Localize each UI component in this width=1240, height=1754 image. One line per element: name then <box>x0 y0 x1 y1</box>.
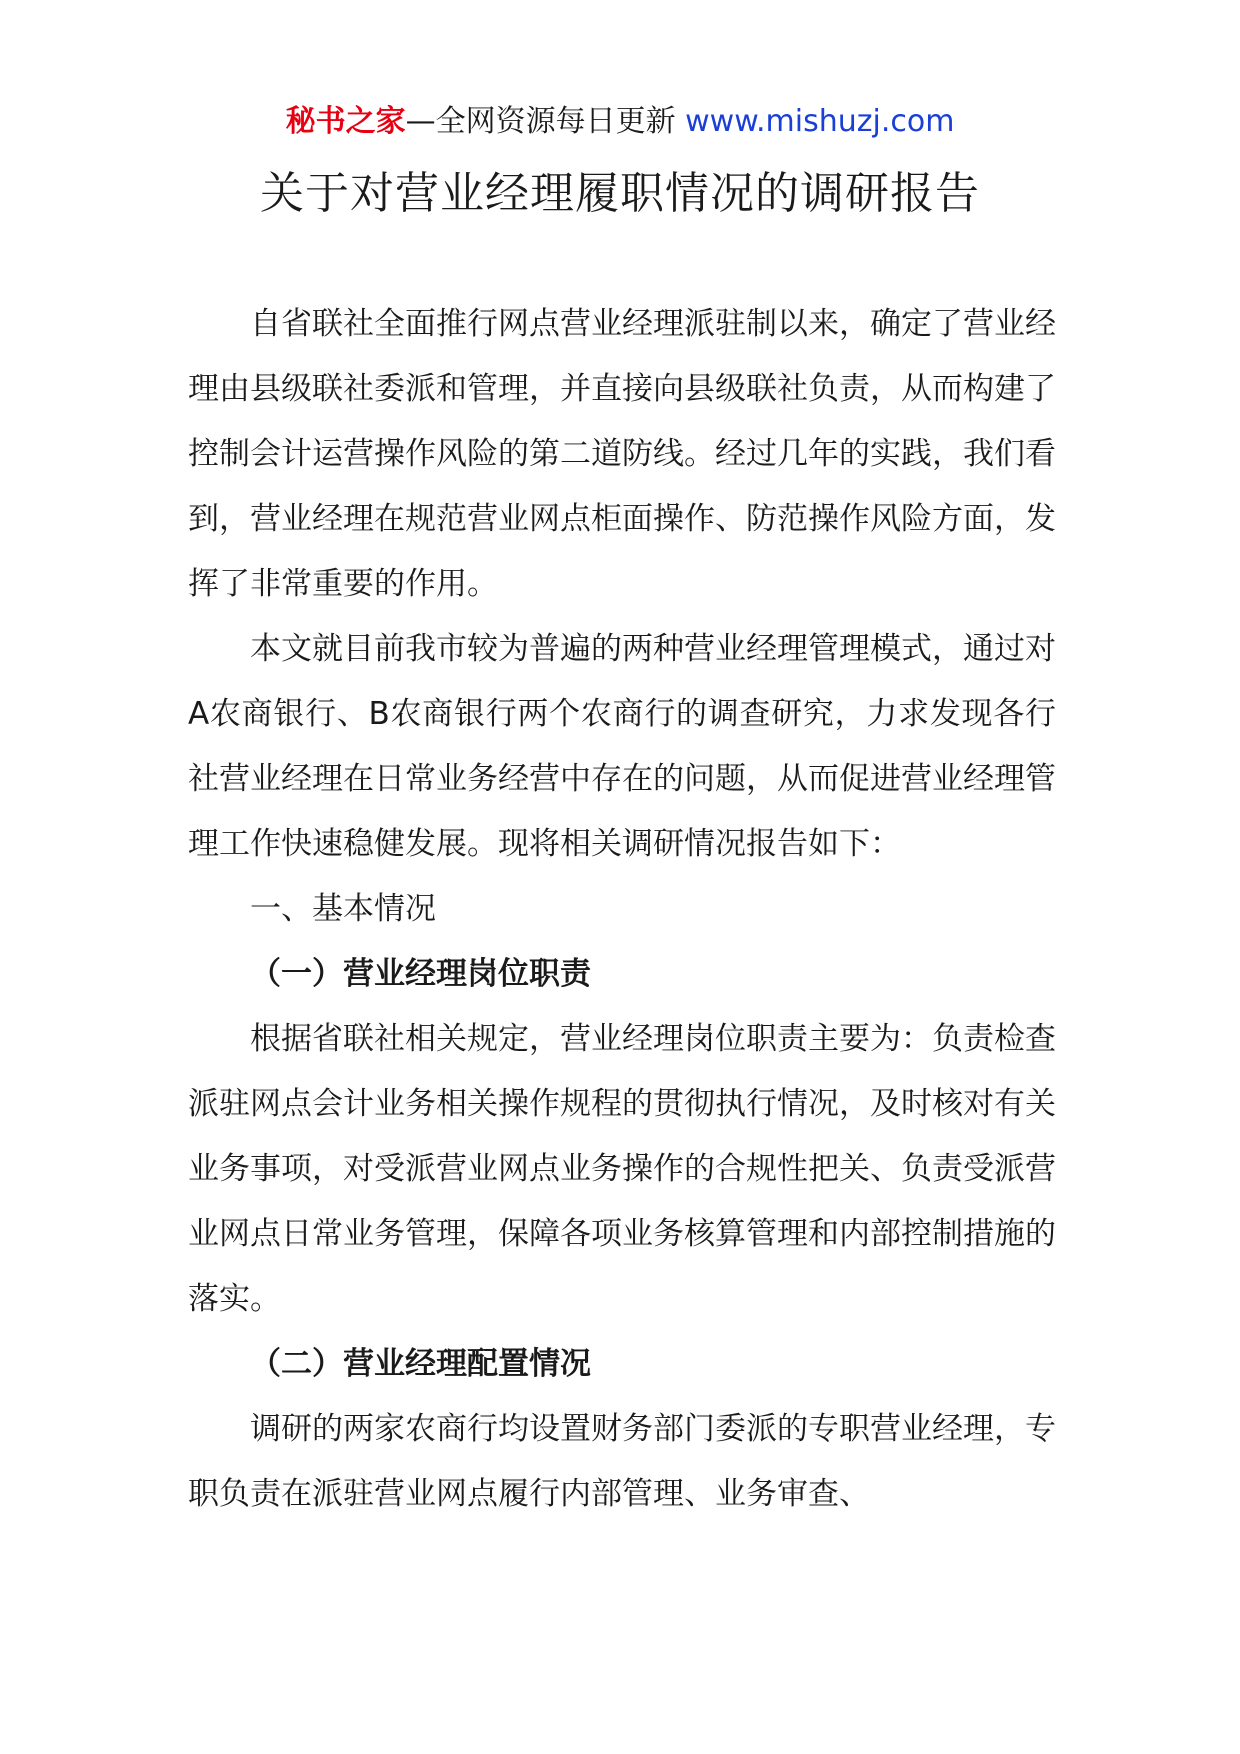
section-heading-basic: 一、基本情况 <box>250 891 436 927</box>
brand-name: 秘书之家 <box>285 104 406 139</box>
site-url[interactable]: www.mishuzj.com <box>685 104 955 139</box>
site-header <box>0 100 1240 144</box>
subsection-heading-staffing: （二）营业经理配置情况 <box>250 1346 591 1382</box>
intro-paragraph-2: 本文就目前我市较为普遍的两种营业经理管理模式，通过对A农商银行、B农商银行两个农商行的调查研究，力求发现各行社营业经理在日常业务经营中存在的问题，从而促进营业经理管理工作快速稳健发展。现将相关调研情况报告如下： <box>188 631 1056 862</box>
header-slogan: —全网资源每日更新 <box>405 104 676 139</box>
intro-paragraph-1: 自省联社全面推行网点营业经理派驻制以来，确定了营业经理由县级联社委派和管理，并直接向县级联社负责，从而构建了控制会计运营操作风险的第二道防线。经过几年的实践，我们看到，营业经理在规范营业网点柜面操作、防范操作风险方面，发挥了非常重要的作用。 <box>188 306 1056 602</box>
duties-paragraph: 根据省联社相关规定，营业经理岗位职责主要为：负责检查派驻网点会计业务相关操作规程的贯彻执行情况，及时核对有关业务事项，对受派营业网点业务操作的合规性把关、负责受派营业网点日常业务管理，保障各项业务核算管理和内部控制措施的落实。 <box>188 1021 1056 1317</box>
document-body <box>188 292 1056 1527</box>
subsection-heading-duties: （一）营业经理岗位职责 <box>250 956 591 992</box>
document-title: 关于对营业经理履职情况的调研报告 <box>260 168 980 219</box>
staffing-paragraph: 调研的两家农商行均设置财务部门委派的专职营业经理，专职负责在派驻营业网点履行内部管理、业务审查、 <box>188 1411 1056 1512</box>
